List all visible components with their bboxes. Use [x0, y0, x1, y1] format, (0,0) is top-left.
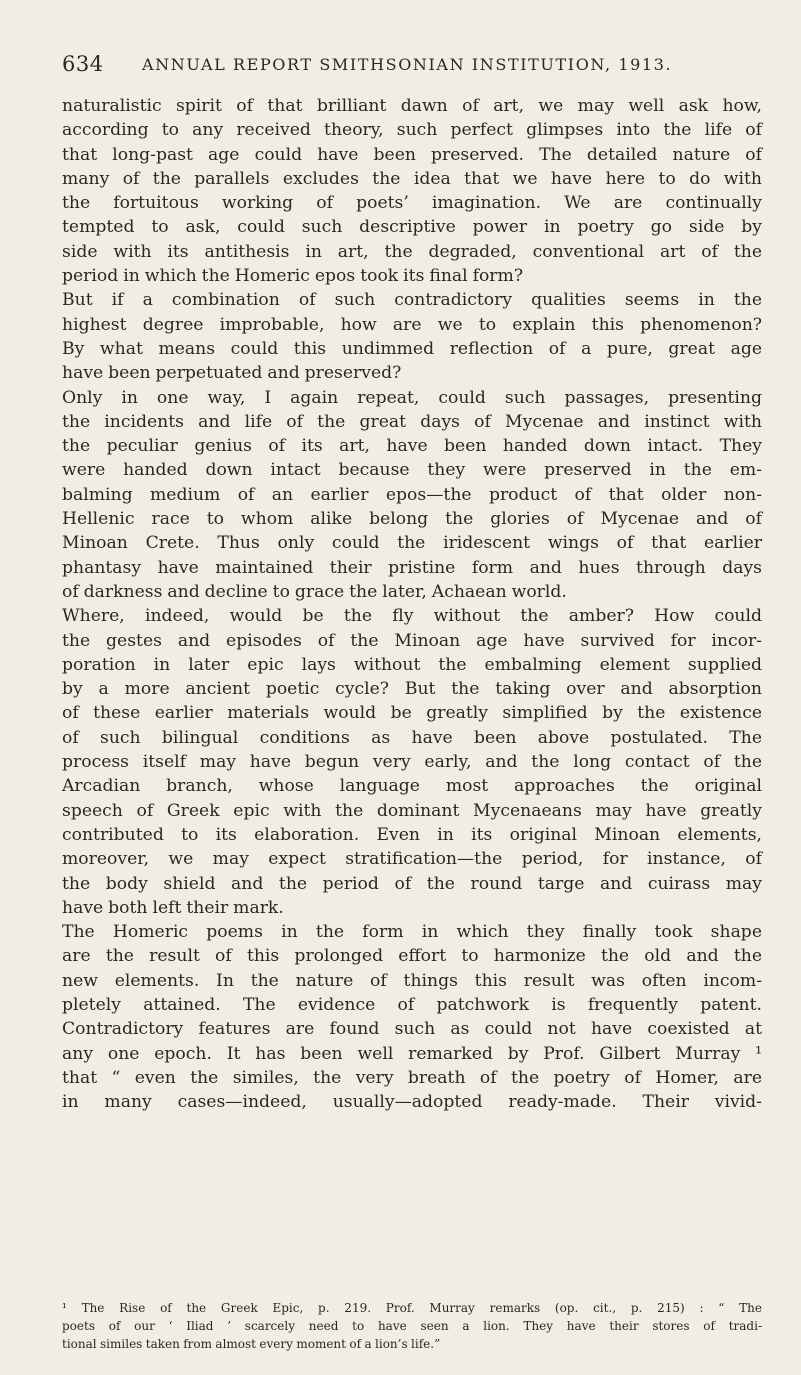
text-line: have been perpetuated and preserved? — [62, 363, 402, 384]
footnote-line: tional similes taken from almost every moment of a lion’s life.” — [62, 1337, 441, 1351]
text-line: were handed down intact because they were preserved in the em- — [62, 460, 762, 481]
text-line: process itself may have begun very early, and the long contact of the — [62, 752, 762, 773]
text-line: any one epoch. It has been well remarked by Prof. Gilbert Murray ¹ — [62, 1043, 762, 1064]
text-line: that long-past age could have been preserved. The detailed nature of — [62, 144, 762, 165]
text-line: But if a combination of such contradictory qualities seems in the — [62, 290, 762, 311]
text-line: Only in one way, I again repeat, could such passages, presenting — [62, 387, 762, 408]
body-text — [62, 94, 762, 1114]
text-line: the gestes and episodes of the Minoan age have survived for incor- — [62, 630, 762, 651]
text-line: poration in later epic lays without the embalming element supplied — [62, 654, 762, 675]
text-line: Minoan Crete. Thus only could the iridescent wings of that earlier — [62, 533, 762, 554]
text-line: new elements. In the nature of things this result was often incom- — [62, 970, 762, 991]
text-line: moreover, we may expect stratification—the period, for instance, of — [62, 849, 762, 870]
footnote-line: ¹ The Rise of the Greek Epic, p. 219. Prof. Murray remarks (op. cit., p. 215) : “ The — [62, 1301, 762, 1315]
text-line: tempted to ask, could such descriptive power in poetry go side by — [62, 217, 762, 238]
footnote-line: poets of our ‘ Iliad ’ scarcely need to have seen a lion. They have their stores of tradi- — [62, 1319, 762, 1333]
text-line: in many cases—indeed, usually—adopted ready-made. Their vivid- — [62, 1092, 762, 1113]
text-line: contributed to its elaboration. Even in its original Minoan elements, — [62, 824, 762, 845]
text-line: that “ even the similes, the very breath of the poetry of Homer, are — [62, 1067, 762, 1088]
text-line: speech of Greek epic with the dominant Mycenaeans may have greatly — [62, 800, 762, 821]
text-line: have both left their mark. — [62, 897, 284, 918]
text-line: of darkness and decline to grace the later, Achaean world. — [62, 581, 567, 602]
text-line: pletely attained. The evidence of patchwork is frequently patent. — [62, 994, 762, 1015]
text-line: The Homeric poems in the form in which they finally took shape — [62, 922, 762, 943]
footnote — [62, 1299, 762, 1353]
text-line: Where, indeed, would be the fly without the amber? How could — [62, 606, 762, 627]
text-line: Arcadian branch, whose language most approaches the original — [62, 776, 762, 797]
page-number: 634 — [62, 52, 104, 76]
text-line: of such bilingual conditions as have been above postulated. The — [62, 727, 762, 748]
text-line: the peculiar genius of its art, have been handed down intact. They — [62, 436, 762, 457]
text-line: according to any received theory, such perfect glimpses into the life of — [62, 120, 762, 141]
text-line: the fortuitous working of poets’ imagination. We are continually — [62, 193, 762, 214]
text-line: are the result of this prolonged effort to harmonize the old and the — [62, 946, 762, 967]
text-line: Hellenic race to whom alike belong the glories of Mycenae and of — [62, 509, 762, 530]
text-line: balming medium of an earlier epos—the product of that older non- — [62, 484, 762, 505]
page-header — [62, 52, 762, 78]
text-line: the body shield and the period of the round targe and cuirass may — [62, 873, 762, 894]
text-line: many of the parallels excludes the idea that we have here to do with — [62, 168, 762, 189]
text-line: naturalistic spirit of that brilliant dawn of art, we may well ask how, — [62, 96, 762, 116]
running-head: ANNUAL REPORT SMITHSONIAN INSTITUTION, 1913. — [142, 55, 673, 74]
text-line: By what means could this undimmed reflection of a pure, great age — [62, 338, 762, 359]
text-line: period in which the Homeric epos took its final form? — [62, 266, 524, 287]
text-line: side with its antithesis in art, the degraded, conventional art of the — [62, 241, 762, 262]
text-line: phantasy have maintained their pristine form and hues through days — [62, 557, 762, 578]
text-line: highest degree improbable, how are we to explain this phenomenon? — [62, 314, 762, 335]
text-line: of these earlier materials would be greatly simplified by the existence — [62, 703, 762, 724]
text-line: by a more ancient poetic cycle? But the taking over and absorption — [62, 679, 762, 700]
text-line: the incidents and life of the great days of Mycenae and instinct with — [62, 411, 762, 432]
text-line: Contradictory features are found such as could not have coexisted at — [62, 1019, 762, 1040]
